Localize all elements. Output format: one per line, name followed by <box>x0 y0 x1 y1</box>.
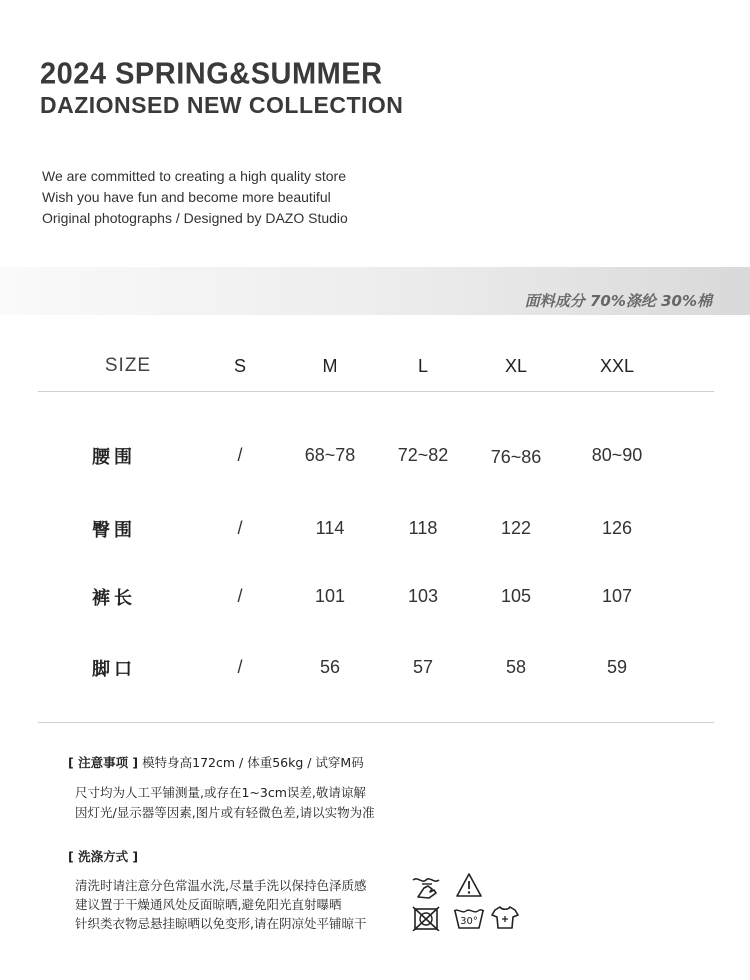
size-xl: XL <box>504 356 528 376</box>
attention-title: [ 注意事项 ] <box>68 755 139 770</box>
table-cell: 56 <box>319 657 341 677</box>
title-line1: 2024 SPRING&SUMMER <box>40 57 383 91</box>
table-cell: 59 <box>606 657 628 677</box>
table-cell: 68~78 <box>304 445 356 465</box>
table-cell: 72~82 <box>397 445 449 465</box>
no-tumble-dry-icon <box>412 905 440 931</box>
table-cell: / <box>237 657 243 677</box>
table-cell: 105 <box>500 586 532 606</box>
table-cell: 103 <box>407 586 439 606</box>
table-cell: / <box>237 518 243 538</box>
row-label-length: 裤长 <box>92 588 136 609</box>
wash-title-text: [ 洗涤方式 ] <box>68 849 139 864</box>
wash-title <box>68 847 138 865</box>
title-line2: DAZIONSED NEW COLLECTION <box>40 92 404 118</box>
wash-30-icon <box>452 904 486 930</box>
table-cell: 107 <box>601 586 633 606</box>
size-l: L <box>417 356 428 376</box>
shirt-icon <box>491 904 519 930</box>
intro-line: We are committed to creating a high quality store <box>42 168 347 184</box>
table-row <box>38 516 714 546</box>
size-xxl: XXL <box>599 356 635 376</box>
fabric-composition: 面料成分 70%涤纶 30%棉 <box>524 292 712 310</box>
hand-wash-icon <box>410 870 442 900</box>
warning-icon <box>455 872 483 898</box>
table-row <box>38 443 714 473</box>
table-divider-top <box>38 391 714 392</box>
table-cell: 80~90 <box>591 445 643 465</box>
row-label-waist: 腰围 <box>92 447 136 468</box>
size-m: M <box>322 356 338 376</box>
wash-note: 清洗时请注意分色常温水洗,尽量手洗以保持色泽质感 <box>75 878 367 893</box>
table-cell: 57 <box>412 657 434 677</box>
table-row <box>38 584 714 614</box>
intro-line: Original photographs / Designed by DAZO Studio <box>42 210 348 226</box>
table-divider-bottom <box>38 722 714 723</box>
intro-text <box>42 166 348 229</box>
wash-temp-label: 30° <box>460 916 478 927</box>
row-label-hip: 臀围 <box>92 520 136 541</box>
measure-note: 因灯光/显示器等因素,图片或有轻微色差,请以实物为准 <box>75 805 375 820</box>
wash-note: 建议置于干燥通风处反面晾晒,避免阳光直射曝晒 <box>75 897 342 912</box>
row-label-hem: 脚口 <box>92 659 136 680</box>
table-cell: 101 <box>314 586 346 606</box>
table-cell: 118 <box>408 518 438 538</box>
table-cell: 76~86 <box>490 447 542 467</box>
table-cell: 114 <box>315 518 345 538</box>
table-cell: 126 <box>601 518 633 538</box>
size-header-label: SIZE <box>104 355 152 376</box>
size-s: S <box>233 356 246 376</box>
intro-line: Wish you have fun and become more beautiful <box>42 189 331 205</box>
attention-line <box>68 753 364 771</box>
table-cell: / <box>237 586 243 606</box>
size-table-header <box>38 340 714 392</box>
table-cell: / <box>237 445 243 465</box>
table-cell: 58 <box>505 657 527 677</box>
measure-note: 尺寸均为人工平铺测量,或存在1~3cm误差,敬请谅解 <box>75 785 366 800</box>
table-row <box>38 655 714 685</box>
model-info: 模特身高172cm / 体重56kg / 试穿M码 <box>142 755 364 770</box>
table-cell: 122 <box>500 518 532 538</box>
wash-note: 针织类衣物忌悬挂晾晒以免变形,请在阴凉处平铺晾干 <box>75 916 367 931</box>
